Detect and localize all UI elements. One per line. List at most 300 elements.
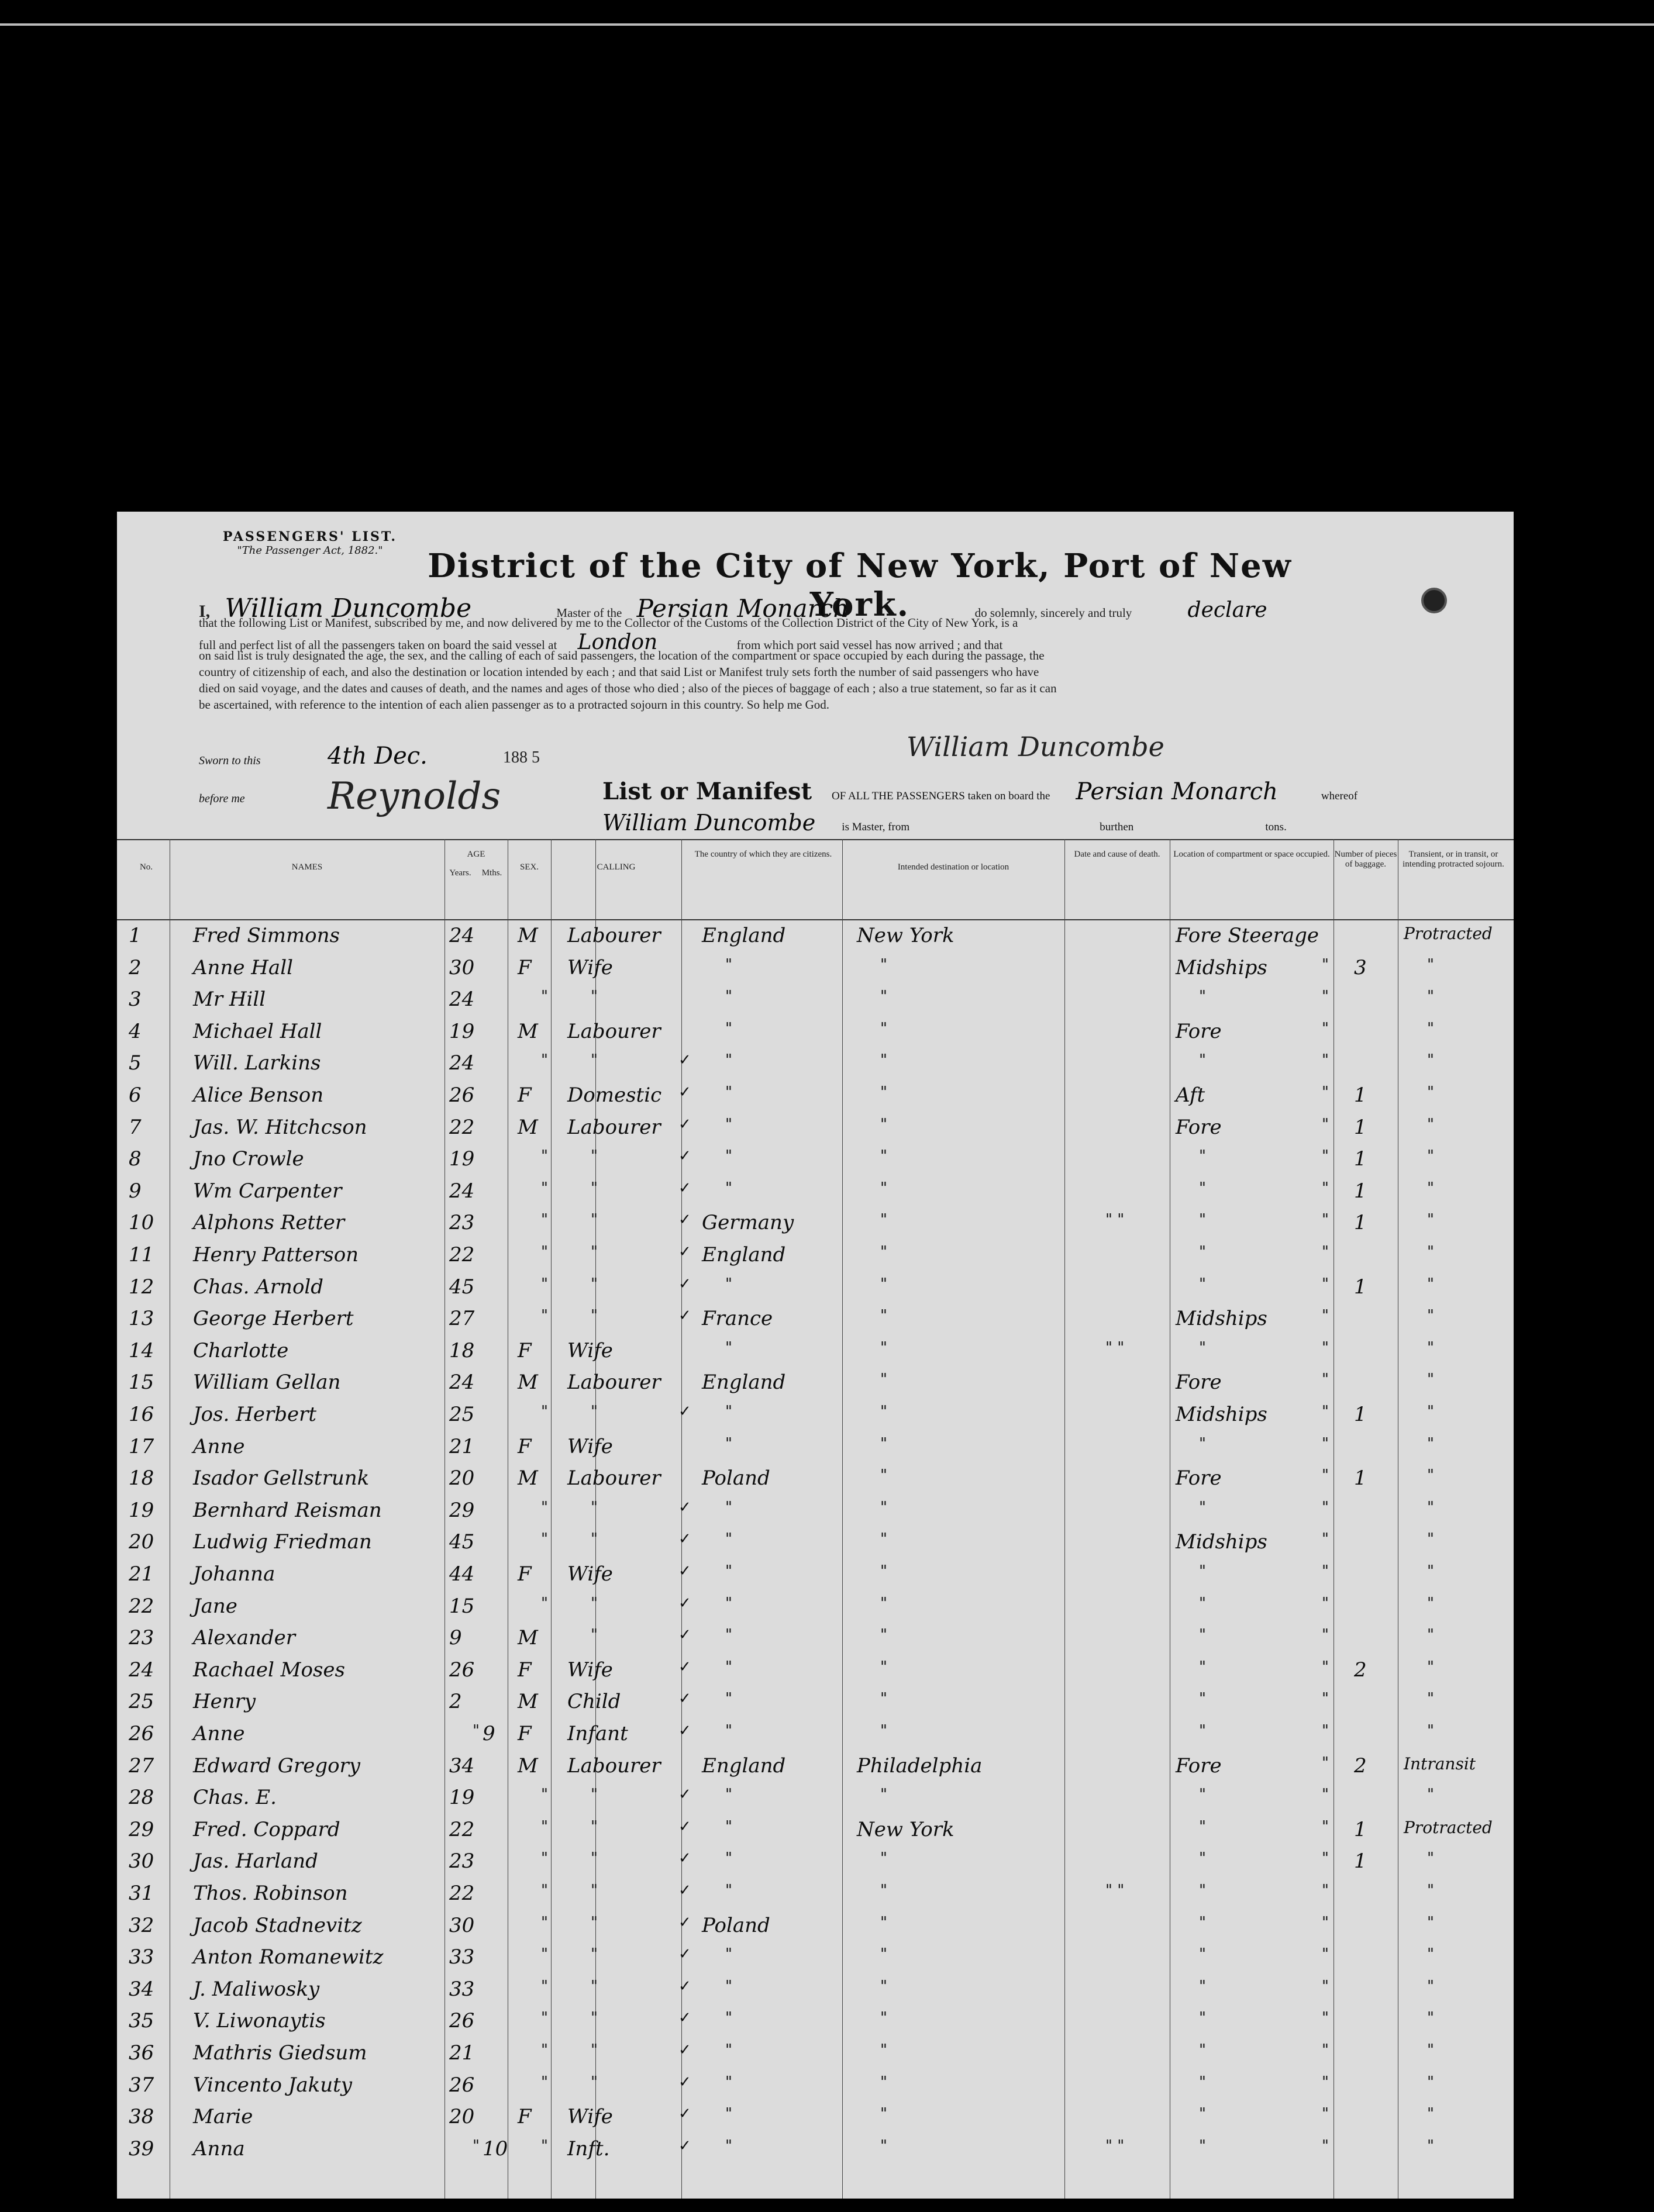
check-mark: ✓ (678, 1817, 691, 1835)
sworn-year: 188 5 (503, 748, 540, 767)
passenger-compartment: " (1199, 1275, 1206, 1293)
passenger-sex: " (541, 1403, 548, 1420)
passenger-sex: M (518, 1626, 538, 1650)
row-number: 14 (129, 1338, 154, 1362)
passenger-transient: " (1427, 1371, 1434, 1389)
passenger-country: " (725, 1083, 732, 1101)
passenger-country: " (725, 2009, 732, 2027)
check-mark: ✓ (678, 1722, 691, 1740)
passenger-sex: " (541, 1786, 548, 1804)
passenger-compartment: " (1199, 2137, 1206, 2155)
passenger-sex: M (518, 1019, 538, 1043)
table-row (117, 1621, 1514, 1654)
row-number: 28 (129, 1786, 154, 1810)
passenger-destination: " (880, 1658, 887, 1676)
header-death: Date and cause of death. (1074, 850, 1160, 859)
passenger-transient: " (1427, 2041, 1434, 2059)
row-number: 38 (129, 2105, 154, 2129)
compartment-ditto: " (1322, 1179, 1329, 1197)
table-row (117, 1462, 1514, 1494)
table-row (117, 1015, 1514, 1047)
table-row (117, 951, 1514, 984)
compartment-ditto: " (1322, 1498, 1329, 1516)
row-number: 4 (129, 1019, 142, 1043)
check-mark: ✓ (678, 1882, 691, 1899)
passenger-country: " (725, 1849, 732, 1868)
passenger-calling: Labourer (567, 1754, 661, 1778)
passenger-destination: " (880, 1690, 887, 1708)
passenger-transient: " (1427, 1690, 1434, 1708)
compartment-ditto: " (1322, 1371, 1329, 1389)
passenger-compartment: " (1199, 1690, 1206, 1708)
row-number: 25 (129, 1690, 154, 1714)
passenger-sex: " (541, 1051, 548, 1069)
row-number: 17 (129, 1434, 154, 1458)
passenger-name: Anne (193, 1722, 245, 1745)
compartment-ditto: " (1322, 1530, 1329, 1548)
table-row (117, 1749, 1514, 1782)
passenger-country: " (725, 1403, 732, 1420)
passenger-name: Alice Benson (193, 1083, 324, 1107)
passenger-compartment: " (1199, 1338, 1206, 1357)
passenger-destination: " (880, 1562, 887, 1580)
row-number: 27 (129, 1754, 154, 1778)
header-calling: CALLING (597, 862, 636, 872)
header-years: Years. (449, 868, 471, 878)
passenger-country: Poland (702, 1913, 770, 1937)
passenger-compartment: Fore (1176, 1115, 1222, 1139)
compartment-ditto: " (1322, 2009, 1329, 2027)
table-row (117, 1430, 1514, 1462)
compartment-ditto: " (1322, 2073, 1329, 2091)
passenger-age: 2 (449, 1690, 462, 1714)
table-row (117, 1654, 1514, 1686)
row-number: 12 (129, 1275, 154, 1299)
passenger-name: Johanna (193, 1562, 275, 1586)
passenger-age: 15 (449, 1594, 475, 1618)
passenger-transient: " (1427, 1466, 1434, 1485)
passenger-country: " (725, 1722, 732, 1740)
table-row (117, 1334, 1514, 1366)
baggage-count: 1 (1354, 1115, 1367, 1139)
passenger-compartment: " (1199, 1179, 1206, 1197)
passenger-country: England (702, 1371, 786, 1395)
passenger-calling: " (591, 988, 598, 1006)
baggage-count: 1 (1354, 1147, 1367, 1171)
compartment-ditto: " (1322, 2041, 1329, 2059)
passenger-compartment: " (1199, 1434, 1206, 1452)
passenger-calling: " (591, 1913, 598, 1931)
passenger-compartment: Fore (1176, 1019, 1222, 1043)
declaration-line-7: be ascertained, with reference to the intention of each alien passenger as to a protracted sojourn in this country. So help me God. (199, 698, 830, 712)
passenger-compartment: " (1199, 1498, 1206, 1516)
compartment-ditto: " (1322, 1722, 1329, 1740)
passenger-sex: " (541, 2009, 548, 2027)
passenger-transient: " (1427, 1530, 1434, 1548)
table-row (117, 1685, 1514, 1717)
passenger-compartment: Aft (1176, 1083, 1205, 1107)
death-date: " " (1105, 1338, 1125, 1357)
passenger-destination: " (880, 1945, 887, 1963)
passenger-destination: " (880, 1882, 887, 1899)
passenger-sex: " (541, 1147, 548, 1165)
compartment-ditto: " (1322, 1945, 1329, 1963)
death-date: " " (1105, 1211, 1125, 1229)
check-mark: ✓ (678, 1403, 691, 1420)
table-row (117, 1877, 1514, 1909)
passenger-transient: " (1427, 988, 1434, 1006)
master-signature: William Duncombe (907, 731, 1164, 762)
check-mark: ✓ (678, 1275, 691, 1293)
check-mark: ✓ (678, 1211, 691, 1229)
table-row (117, 1813, 1514, 1845)
passenger-age: 30 (449, 1913, 475, 1937)
passenger-destination: " (880, 988, 887, 1006)
passenger-transient: " (1427, 2009, 1434, 2027)
passenger-calling: " (591, 1786, 598, 1804)
passenger-calling: " (591, 1051, 598, 1069)
passenger-destination: " (880, 1307, 887, 1325)
district-title: District of the City of New York, Port of New York. (428, 547, 1292, 624)
manifest-page (117, 512, 1514, 2199)
passenger-country: Germany (702, 1211, 794, 1235)
passenger-transient: " (1427, 1211, 1434, 1229)
passenger-compartment: " (1199, 1977, 1206, 1995)
declare-word: declare (1187, 598, 1267, 622)
row-number: 24 (129, 1658, 154, 1682)
passenger-compartment: " (1199, 1945, 1206, 1963)
row-number: 30 (129, 1849, 154, 1873)
passenger-compartment: " (1199, 1722, 1206, 1740)
passenger-compartment: " (1199, 2041, 1206, 2059)
passenger-country: " (725, 1626, 732, 1644)
passenger-age: 45 (449, 1275, 475, 1299)
baggage-count: 1 (1354, 1817, 1367, 1841)
passenger-transient: " (1427, 1115, 1434, 1133)
passenger-calling: Infant (567, 1722, 628, 1745)
passenger-calling: Labourer (567, 1466, 661, 1490)
row-number: 26 (129, 1722, 154, 1745)
before-me-label: before me (199, 792, 245, 805)
table-row (117, 1238, 1514, 1271)
passenger-calling: Wife (567, 1562, 613, 1586)
passenger-name: Rachael Moses (193, 1658, 345, 1682)
passenger-compartment: " (1199, 1658, 1206, 1676)
official-signature: Reynolds (328, 775, 501, 818)
passenger-compartment: Midships (1176, 1530, 1267, 1554)
passenger-destination: " (880, 955, 887, 974)
passenger-age: 27 (449, 1307, 475, 1331)
passenger-name: Wm Carpenter (193, 1179, 342, 1203)
row-number: 13 (129, 1307, 154, 1331)
passenger-sex: F (518, 1338, 532, 1362)
row-number: 7 (129, 1115, 142, 1139)
passenger-country: " (725, 1147, 732, 1165)
passenger-transient: " (1427, 1658, 1434, 1676)
master-name: William Duncombe (225, 593, 472, 623)
passenger-age: 23 (449, 1849, 475, 1873)
passenger-name: Fred Simmons (193, 924, 340, 947)
compartment-ditto: " (1322, 1977, 1329, 1995)
passenger-transient: " (1427, 1594, 1434, 1612)
passenger-age: 24 (449, 924, 475, 947)
baggage-count: 2 (1354, 1754, 1367, 1778)
passenger-country: " (725, 1115, 732, 1133)
passenger-compartment: " (1199, 1147, 1206, 1165)
seal-stamp (1421, 588, 1447, 613)
passenger-country: " (725, 1434, 732, 1452)
passenger-age: " (473, 2137, 480, 2155)
passenger-name: Alexander (193, 1626, 296, 1650)
passenger-age: 25 (449, 1403, 475, 1426)
row-number: 16 (129, 1403, 154, 1426)
passenger-age: 33 (449, 1977, 475, 2001)
passenger-transient: Protracted (1404, 1817, 1493, 1837)
passenger-age: 24 (449, 1051, 475, 1075)
row-number: 22 (129, 1594, 154, 1618)
compartment-ditto: " (1322, 1083, 1329, 1101)
check-mark: ✓ (678, 2009, 691, 2027)
passenger-sex: " (541, 2073, 548, 2091)
passenger-destination: New York (857, 924, 955, 947)
baggage-count: 1 (1354, 1466, 1367, 1490)
passenger-destination: " (880, 1594, 887, 1612)
row-number: 6 (129, 1083, 142, 1107)
passenger-name: Chas. E. (193, 1786, 277, 1810)
declaration-line-5: country of citizenship of each, and also the destination or location intended by each ; and that said List or Manifest truly sets forth the number of said passengers who have (199, 665, 1039, 679)
compartment-ditto: " (1322, 1849, 1329, 1868)
passenger-compartment: " (1199, 2105, 1206, 2123)
passenger-country: " (725, 1977, 732, 1995)
passenger-age: 22 (449, 1882, 475, 1905)
passenger-sex: M (518, 1690, 538, 1714)
passenger-calling: Wife (567, 1338, 613, 1362)
passenger-age: 24 (449, 988, 475, 1012)
passenger-transient: " (1427, 1275, 1434, 1293)
passenger-calling: " (591, 1179, 598, 1197)
passenger-name: Ludwig Friedman (193, 1530, 372, 1554)
passenger-country: " (725, 1945, 732, 1963)
row-number: 34 (129, 1977, 154, 2001)
table-row (117, 1271, 1514, 1303)
passenger-country: England (702, 924, 786, 947)
passenger-destination: " (880, 1626, 887, 1644)
sworn-label: Sworn to this (199, 754, 261, 767)
row-number: 33 (129, 1945, 154, 1969)
passenger-calling: " (591, 1498, 598, 1516)
compartment-ditto: " (1322, 1786, 1329, 1804)
passenger-sex: " (541, 1307, 548, 1325)
passenger-destination: " (880, 1403, 887, 1420)
row-number: 15 (129, 1371, 154, 1395)
compartment-ditto: " (1322, 1754, 1329, 1772)
check-mark: ✓ (678, 1786, 691, 1804)
passenger-compartment: " (1199, 1243, 1206, 1261)
death-date: " " (1105, 1882, 1125, 1899)
passenger-calling: " (591, 1849, 598, 1868)
passenger-name: Edward Gregory (193, 1754, 361, 1778)
passenger-sex: " (541, 1275, 548, 1293)
passenger-calling: " (591, 2041, 598, 2059)
passenger-transient: " (1427, 1786, 1434, 1804)
baggage-count: 2 (1354, 1658, 1367, 1682)
passenger-transient: " (1427, 1338, 1434, 1357)
passenger-months: 10 (483, 2137, 508, 2161)
passenger-name: Charlotte (193, 1338, 289, 1362)
passenger-sex: " (541, 1817, 548, 1835)
passenger-transient: " (1427, 1722, 1434, 1740)
declaration-line-6: died on said voyage, and the dates and causes of death, and the names and ages of those who died ; also of the pieces of baggage of each ; also a true statement, so far as it can (199, 681, 1057, 695)
passenger-destination: " (880, 1530, 887, 1548)
passenger-calling: " (591, 1977, 598, 1995)
header-country: The country of which they are citizens. (694, 850, 832, 859)
passenger-country: " (725, 2073, 732, 2091)
passenger-age: 22 (449, 1243, 475, 1267)
manifest-title (602, 778, 1357, 805)
passenger-age: 29 (449, 1498, 475, 1522)
row-number: 5 (129, 1051, 142, 1075)
check-mark: ✓ (678, 1690, 691, 1708)
table-row (117, 2100, 1514, 2132)
passenger-name: William Gellan (193, 1371, 341, 1395)
passenger-country: " (725, 1594, 732, 1612)
passenger-transient: Protracted (1404, 924, 1493, 943)
compartment-ditto: " (1322, 1626, 1329, 1644)
compartment-ditto: " (1322, 1434, 1329, 1452)
passenger-transient: " (1427, 1083, 1434, 1101)
passenger-country: England (702, 1243, 786, 1267)
check-mark: ✓ (678, 1594, 691, 1612)
manifest-vessel: Persian Monarch (1076, 778, 1278, 805)
passenger-country: Poland (702, 1466, 770, 1490)
check-mark: ✓ (678, 1051, 691, 1069)
manifest-master: William Duncombe (602, 810, 816, 836)
passenger-country: " (725, 1690, 732, 1708)
table-row (117, 2037, 1514, 2069)
passenger-transient: " (1427, 1977, 1434, 1995)
passenger-country: England (702, 1754, 786, 1778)
passenger-sex: " (541, 1211, 548, 1229)
manifest-is-master-from: is Master, from (842, 821, 910, 833)
passenger-country: " (725, 1882, 732, 1899)
passenger-sex: " (541, 1179, 548, 1197)
compartment-ditto: " (1322, 1338, 1329, 1357)
passenger-calling: Labourer (567, 924, 661, 947)
passenger-name: Anton Romanewitz (193, 1945, 384, 1969)
passenger-calling: " (591, 1530, 598, 1548)
row-number: 23 (129, 1626, 154, 1650)
passenger-name: Michael Hall (193, 1019, 322, 1043)
passenger-destination: " (880, 1849, 887, 1868)
passenger-country: " (725, 1275, 732, 1293)
row-number: 2 (129, 955, 142, 979)
table-row (117, 1590, 1514, 1622)
compartment-ditto: " (1322, 1658, 1329, 1676)
passenger-destination: " (880, 1913, 887, 1931)
baggage-count: 1 (1354, 1849, 1367, 1873)
passenger-name: Mathris Giedsum (193, 2041, 367, 2065)
passenger-sex: M (518, 1371, 538, 1395)
passenger-calling: Wife (567, 2105, 613, 2129)
check-mark: ✓ (678, 1147, 691, 1165)
table-row (117, 2069, 1514, 2101)
passenger-name: George Herbert (193, 1307, 354, 1331)
passenger-compartment: Midships (1176, 1403, 1267, 1426)
passenger-destination: " (880, 1786, 887, 1804)
baggage-count: 1 (1354, 1083, 1367, 1107)
passenger-calling: " (591, 2073, 598, 2091)
passenger-calling: " (591, 1882, 598, 1899)
master-of-label: Master of the (556, 606, 622, 620)
row-number: 1 (129, 924, 142, 947)
declaration-line-3b: from which port said vessel has now arrived ; and that (736, 638, 1003, 652)
passenger-sex: F (518, 2105, 532, 2129)
passenger-transient: " (1427, 1051, 1434, 1069)
compartment-ditto: " (1322, 1211, 1329, 1229)
passenger-age: 26 (449, 1083, 475, 1107)
table-row (117, 1941, 1514, 1973)
passenger-calling: Wife (567, 1434, 613, 1458)
check-mark: ✓ (678, 1307, 691, 1325)
passenger-country: " (725, 1817, 732, 1835)
row-number: 8 (129, 1147, 142, 1171)
table-row (117, 1526, 1514, 1558)
check-mark: ✓ (678, 1179, 691, 1197)
passenger-destination: " (880, 1019, 887, 1037)
passenger-country: " (725, 1338, 732, 1357)
passenger-transient: " (1427, 1882, 1434, 1899)
passenger-name: Will. Larkins (193, 1051, 321, 1075)
passenger-destination: " (880, 2105, 887, 2123)
sworn-month: Dec. (374, 743, 428, 769)
passenger-compartment: Midships (1176, 955, 1267, 979)
row-number: 39 (129, 2137, 154, 2161)
passenger-destination: " (880, 1722, 887, 1740)
baggage-count: 1 (1354, 1403, 1367, 1426)
passenger-compartment: " (1199, 1849, 1206, 1868)
compartment-ditto: " (1322, 1115, 1329, 1133)
row-number: 11 (129, 1243, 154, 1267)
compartment-ditto: " (1322, 2105, 1329, 2123)
header-no: No. (139, 862, 153, 872)
passenger-sex: F (518, 1722, 532, 1745)
passenger-name: Henry Patterson (193, 1243, 359, 1267)
compartment-ditto: " (1322, 1275, 1329, 1293)
passenger-age: 44 (449, 1562, 475, 1586)
passenger-destination: " (880, 1977, 887, 1995)
manifest-burthen: burthen (1100, 821, 1134, 833)
header-destination: Intended destination or location (897, 862, 1009, 872)
header-baggage: Number of pieces of baggage. (1334, 850, 1397, 869)
passenger-compartment: " (1199, 2009, 1206, 2027)
compartment-ditto: " (1322, 1051, 1329, 1069)
compartment-ditto: " (1322, 1466, 1329, 1485)
table-row (117, 1717, 1514, 1749)
passenger-age: 22 (449, 1115, 475, 1139)
passenger-compartment: " (1199, 1562, 1206, 1580)
passenger-transient: " (1427, 1434, 1434, 1452)
passenger-transient: " (1427, 1147, 1434, 1165)
compartment-ditto: " (1322, 1594, 1329, 1612)
passenger-calling: " (591, 1817, 598, 1835)
passenger-age: 26 (449, 2073, 475, 2097)
passenger-name: Jas. W. Hitchcson (193, 1115, 367, 1139)
passenger-calling: " (591, 1945, 598, 1963)
passenger-country: " (725, 1019, 732, 1037)
compartment-ditto: " (1322, 955, 1329, 974)
row-number: 31 (129, 1882, 154, 1905)
passenger-compartment: " (1199, 1882, 1206, 1899)
